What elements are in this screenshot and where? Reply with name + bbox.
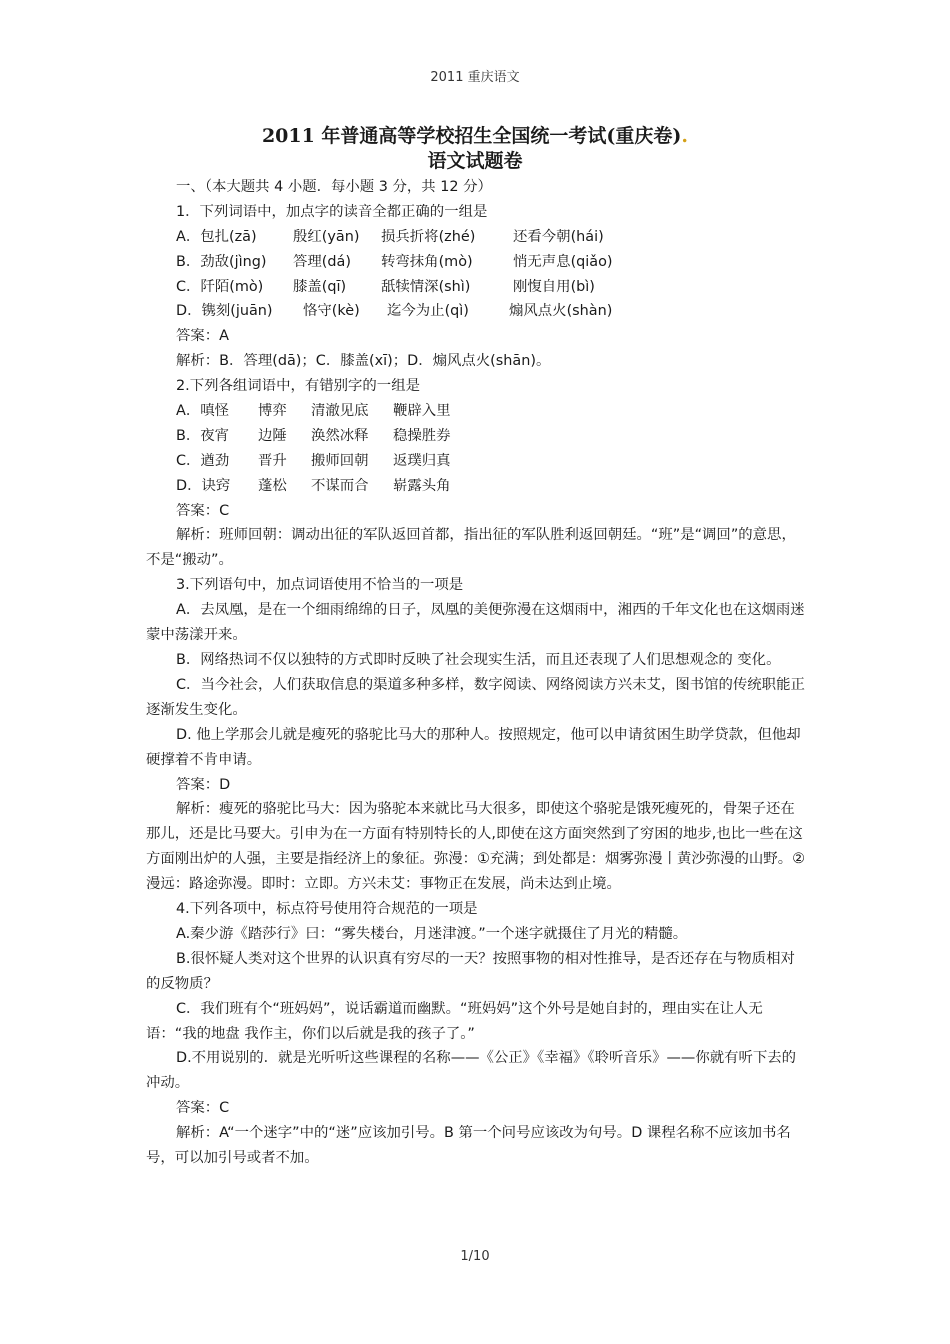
q2-option-c: C．遒劲 晋升 搬师回朝 返璞归真 [176, 452, 451, 469]
q4-analysis: 解析：A“一个迷字”中的“迷”应该加引号。B 第一个问号应该改为句号。D 课程名称不应该加书名号，可以加引号或者不加。 [146, 1125, 791, 1167]
q1-option-d: D．镌刻(juān) 恪守(kè) 迄今为止(qì) 煽风点火(shàn) [176, 303, 613, 320]
q3-stem: 3.下列语句中，加点词语使用不恰当的一项是 [176, 577, 464, 594]
q1-option-a: A．包扎(zā) 殷红(yān) 损兵折将(zhé) 还看今朝(hái) [176, 228, 604, 245]
q4-answer: 答案：C [176, 1100, 230, 1117]
q2-option-b: B．夜宵 边陲 涣然冰释 稳操胜券 [176, 427, 451, 444]
q4-option-c: C．我们班有个“班妈妈”，说话霸道而幽默。“班妈妈”这个外号是她自封的，理由实在让人无语：“我的地盘 我作主，你们以后就是我的孩子了。” [146, 1000, 763, 1042]
q1-option-c: C．阡陌(mò) 膝盖(qī) 舐犊情深(shì) 刚愎自用(bì) [176, 278, 595, 295]
q4-option-d: D.不用说别的．就是光听听这些课程的名称——《公正》《幸福》《聆听音乐》——你就有听下去的冲动。 [146, 1050, 797, 1092]
page-header: 2011 重庆语文 [430, 70, 520, 85]
title-block [0, 124, 950, 174]
q2-option-d: D．诀窍 蓬松 不谋而合 崭露头角 [176, 477, 451, 494]
title-dot: . [681, 125, 689, 147]
section-heading: 一、（本大题共 4 小题．每小题 3 分，共 12 分） [176, 179, 492, 195]
q4-stem: 4.下列各项中，标点符号使用符合规范的一项是 [176, 901, 478, 918]
q3-option-c: C．当今社会，人们获取信息的渠道多种多样，数字阅读、网络阅读方兴未艾，图书馆的传统职能正逐渐发生变化。 [146, 676, 805, 718]
page-number: 1/10 [460, 1249, 490, 1264]
q3-option-a: A．去凤凰，是在一个细雨绵绵的日子，凤凰的美便弥漫在这烟雨中，湘西的千年文化也在这烟雨迷蒙中荡漾开来。 [146, 602, 805, 644]
q2-stem: 2.下列各组词语中，有错别字的一组是 [176, 378, 420, 395]
q1-option-b: B．劲敌(jìng) 答理(dá) 转弯抹角(mò) 悄无声息(qiǎo) [176, 253, 613, 270]
q3-answer: 答案：D [176, 776, 231, 793]
q1-answer: 答案：A [176, 328, 230, 345]
exam-content [146, 175, 808, 1171]
q4-option-a: A.秦少游《踏莎行》曰：“雾失楼台，月迷津渡。”一个迷字就摄住了月光的精髓。 [176, 925, 688, 942]
exam-subtitle: 语文试题卷 [427, 150, 523, 172]
q1-analysis: 解析：B．答理(dā)；C．膝盖(xī)；D．煽风点火(shān)。 [176, 353, 551, 370]
q1-stem: 1．下列词语中，加点字的读音全都正确的一组是 [176, 203, 488, 220]
exam-title: 2011 年普通高等学校招生全国统一考试(重庆卷). [261, 125, 689, 147]
q2-analysis: 解析：班师回朝：调动出征的军队返回首都，指出征的军队胜利返回朝廷。“班”是“调回”的意思，不是“搬动”。 [146, 527, 796, 569]
q3-analysis: 解析：瘦死的骆驼比马大：因为骆驼本来就比马大很多，即使这个骆驼是饿死瘦死的，骨架子还在那儿，还是比马要大。引申为在一方面有特别特长的人,即使在这方面突然到了穷困的地步,也比一些在这方面刚出炉的人强，主要是指经济上的象征。弥漫：①充满；到处都是：烟雾弥漫丨黄沙弥漫的山野。②漫远：路途弥漫。即时：立即。方兴未艾：事物正在发展，尚未达到止境。 [146, 801, 805, 893]
q2-option-a: A．嗔怪 博弈 清澈见底 鞭辟入里 [176, 403, 451, 420]
q3-option-b: B．网络热词不仅以独特的方式即时反映了社会现实生活，而且还表现了人们思想观念的 变化。 [176, 651, 781, 668]
q2-answer: 答案：C [176, 502, 230, 519]
q3-option-d: D. 他上学那会儿就是瘦死的骆驼比马大的那种人。按照规定，他可以申请贫困生助学贷款，但他却硬撑着不肯申请。 [146, 726, 801, 768]
q4-option-b: B.很怀疑人类对这个世界的认识真有穷尽的一天？按照事物的相对性推导，是否还存在与物质相对的反物质？ [146, 950, 795, 992]
